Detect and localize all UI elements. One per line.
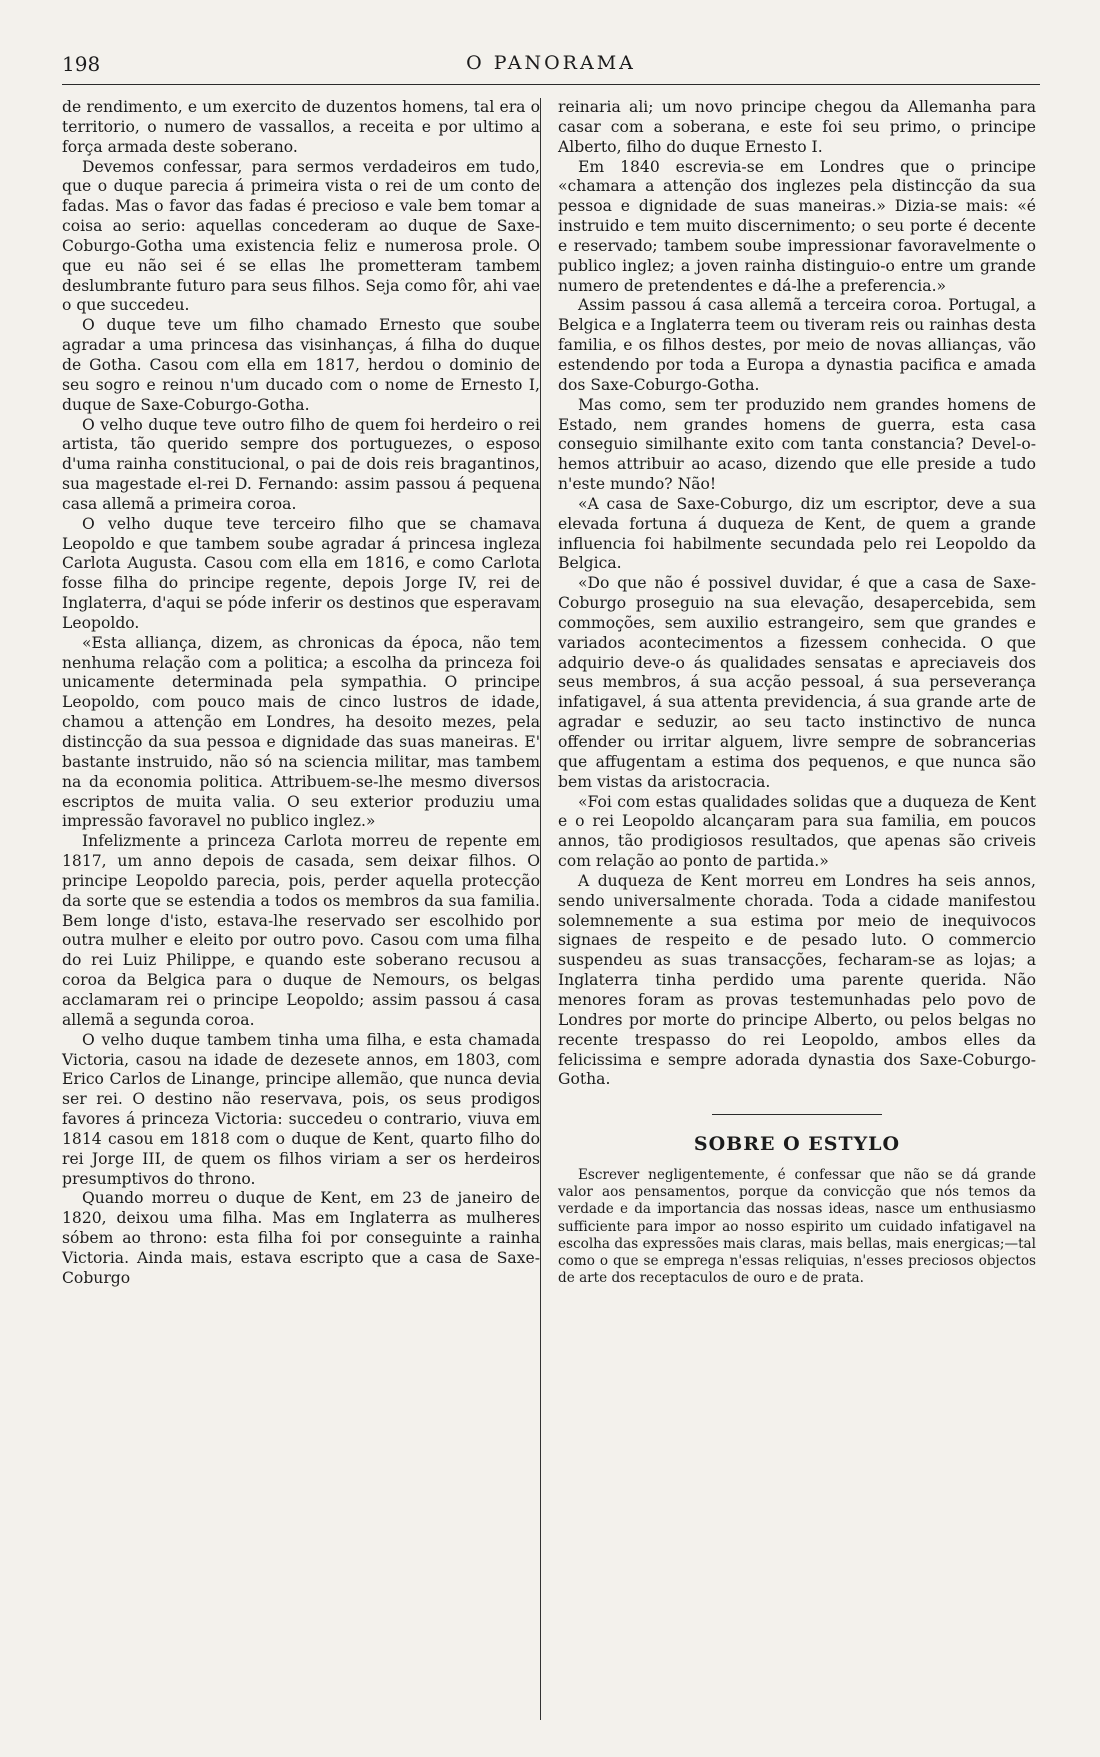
left-column xyxy=(62,98,540,1289)
running-title: O PANORAMA xyxy=(466,52,636,74)
paragraph: «A casa de Saxe-Coburgo, diz um escriptor, deve a sua elevada fortuna á duqueza de Kent, de quem a grande influencia foi habilmente secundada pelo rei Leopoldo da Belgica. xyxy=(558,494,1036,573)
paragraph: Quando morreu o duque de Kent, em 23 de janeiro de 1820, deixou uma filha. Mas em Inglaterra as mulheres sóbem ao throno: esta filha foi por conseguinte a rainha Victoria. Ainda mais, estava escripto que a casa de Saxe-Coburgo xyxy=(62,1189,540,1287)
paragraph: O velho duque teve outro filho de quem foi herdeiro o rei artista, tão querido sempre dos portuguezes, o esposo d'uma rainha constitucional, o pai de dois reis bragantinos, sua magestade el-rei D. Fernando: assim passou á pequena casa allemã a primeira coroa. xyxy=(62,415,540,513)
paragraph: Em 1840 escrevia-se em Londres que o principe «chamara a attenção dos inglezes pela distincção da sua pessoa e dignidade de suas maneiras.» Dizia-se mais: «é instruido e tem muito discernimento; o seu porte é decente e reservado; tambem soube impressionar favoravelmente o publico inglez; a joven rainha distinguio-o entre um grande numero de pretendentes e dá-lhe a preferencia.» xyxy=(558,157,1036,295)
paragraph: «Esta alliança, dizem, as chronicas da época, não tem nenhuma relação com a politica; a escolha da princeza foi unicamente determinada pela sympathia. O principe Leopoldo, com pouco mais de cinco lustros de idade, chamou a attenção em Londres, ha desoito mezes, pela distincção da sua pessoa e dignidade das suas maneiras. E' bastante instruido, não só na sciencia militar, mas tambem na da economia politica. Attribuem-se-lhe mesmo diversos escriptos de muita valia. O seu exterior produziu uma impressão favoravel no publico inglez.» xyxy=(62,633,540,831)
paragraph: Assim passou á casa allemã a terceira coroa. Portugal, a Belgica e a Inglaterra teem ou tiveram reis ou rainhas desta familia, e os filhos destes, por meio de novas allianças, vão estendendo por toda a Europa a dynastia pacifica e amada dos Saxe-Coburgo-Gotha. xyxy=(558,296,1036,394)
paragraph: O velho duque teve terceiro filho que se chamava Leopoldo e que tambem soube agradar á princesa ingleza Carlota Augusta. Casou com ella em 1816, e como Carlota fosse filha do principe regente, depois Jorge IV, rei de Inglaterra, d'aqui se póde inferir os destinos que esperavam Leopoldo. xyxy=(62,514,540,632)
paragraph: O velho duque tambem tinha uma filha, e esta chamada Victoria, casou na idade de dezesete annos, em 1803, com Erico Carlos de Linange, principe allemão, que nunca devia ser rei. O destino não reservava, pois, os seus prodigos favores á princeza Victoria: succedeu o contrario, viuva em 1814 casou em 1818 com o duque de Kent, quarto filho do rei Jorge III, de quem os filhos viriam a ser os herdeiros presumptivos do throno. xyxy=(62,1030,540,1188)
paragraph: reinaria ali; um novo principe chegou da Allemanha para casar com a soberana, e este foi seu primo, o principe Alberto, filho do duque Ernesto I. xyxy=(558,98,1036,156)
page-number: 198 xyxy=(62,52,101,76)
column-divider xyxy=(540,98,541,1720)
paragraph: Mas como, sem ter produzido nem grandes homens de Estado, nem grandes homens de guerra, esta casa conseguio similhante exito com tanta constancia? Devel-o-hemos attribuir ao acaso, dizendo que elle preside a tudo n'este mundo? Não! xyxy=(558,395,1036,494)
section-title: SOBRE O ESTYLO xyxy=(693,1133,901,1156)
paragraph: A duqueza de Kent morreu em Londres ha seis annos, sendo universalmente chorada. Toda a cidade manifestou solemnemente a sua estima por meio de inequivocos signaes de respeito e de pesado luto. O commercio suspendeu as suas transacções, fecharam-se as lojas; a Inglaterra tinha perdido uma parente querida. Não menores foram as provas testemunhadas pelo povo de Londres por morte do principe Alberto, ou pelos belgas no recente trespasso do rei Leopoldo, ambos elles da felicissima e sempre adorada dynastia dos Saxe-Coburgo-Gotha. xyxy=(558,871,1036,1089)
page-header xyxy=(62,50,1040,85)
section-paragraph: Escrever negligentemente, é confessar que não se dá grande valor aos pensamentos, porque da convicção que nós temos da verdade e da importancia das nossas ideas, nasce um enthusiasmo sufficiente para impor ao nosso espirito um cuidado infatigavel na escolha das expressões mais claras, mais bellas, mais energicas;—tal como o que se emprega n'essas reliquias, n'esses preciosos objectos de arte dos receptaculos de ouro e de prata. xyxy=(558,1167,1036,1287)
paragraph: Devemos confessar, para sermos verdadeiros em tudo, que o duque parecia á primeira vista o rei de um conto de fadas. Mas o favor das fadas é precioso e vale bem tomar a coisa ao serio: aquellas concederam ao duque de Saxe-Coburgo-Gotha uma existencia feliz e numerosa prole. O que eu não sei é se ellas lhe prometteram tambem deslumbrante futuro para seus filhos. Seja como fôr, ahi vae o que succedeu. xyxy=(62,157,540,315)
paragraph: de rendimento, e um exercito de duzentos homens, tal era o territorio, o numero de vassallos, a receita e por ultimo a força armada deste soberano. xyxy=(62,98,540,156)
paragraph: O duque teve um filho chamado Ernesto que soube agradar a uma princesa das visinhanças, á filha do duque de Gotha. Casou com ella em 1817, herdou o dominio de seu sogro e reinou n'um ducado com o nome de Ernesto I, duque de Saxe-Coburgo-Gotha. xyxy=(62,316,540,414)
right-column xyxy=(558,98,1036,1287)
paragraph: «Foi com estas qualidades solidas que a duqueza de Kent e o rei Leopoldo alcançaram para sua familia, em poucos annos, tão prodigiosos resultados, que apenas são criveis com relação ao ponto de partida.» xyxy=(558,792,1036,871)
paragraph: Infelizmente a princeza Carlota morreu de repente em 1817, um anno depois de casada, sem deixar filhos. O principe Leopoldo parecia, pois, perder aquella protecção da sorte que se estendia a todos os membros da sua familia. Bem longe d'isto, estava-lhe reservado ser escolhido por outra mulher e eleito por outro povo. Casou com uma filha do rei Luiz Philippe, e quando este soberano recusou a coroa da Belgica para o duque de Nemours, os belgas acclamaram rei o principe Leopoldo; assim passou á casa allemã a segunda coroa. xyxy=(62,832,540,1029)
section-rule xyxy=(712,1114,882,1115)
paragraph: «Do que não é possivel duvidar, é que a casa de Saxe-Coburgo proseguio na sua elevação, desapercebida, sem commoções, sem auxilio estrangeiro, sem que grandes e variados acontecimentos a fizessem conhecida. O que adquirio deve-o ás qualidades sensatas e apreciaveis dos seus membros, á sua acção pessoal, á sua perseverança infatigavel, á sua attenta previdencia, á sua grande arte de agradar e seduzir, ao seu tacto instinctivo de nunca offender ou irritar alguem, livre sempre de sobrancerias que affugentam a estima dos pequenos, e que nunca são bem vistas da aristocracia. xyxy=(558,574,1036,791)
